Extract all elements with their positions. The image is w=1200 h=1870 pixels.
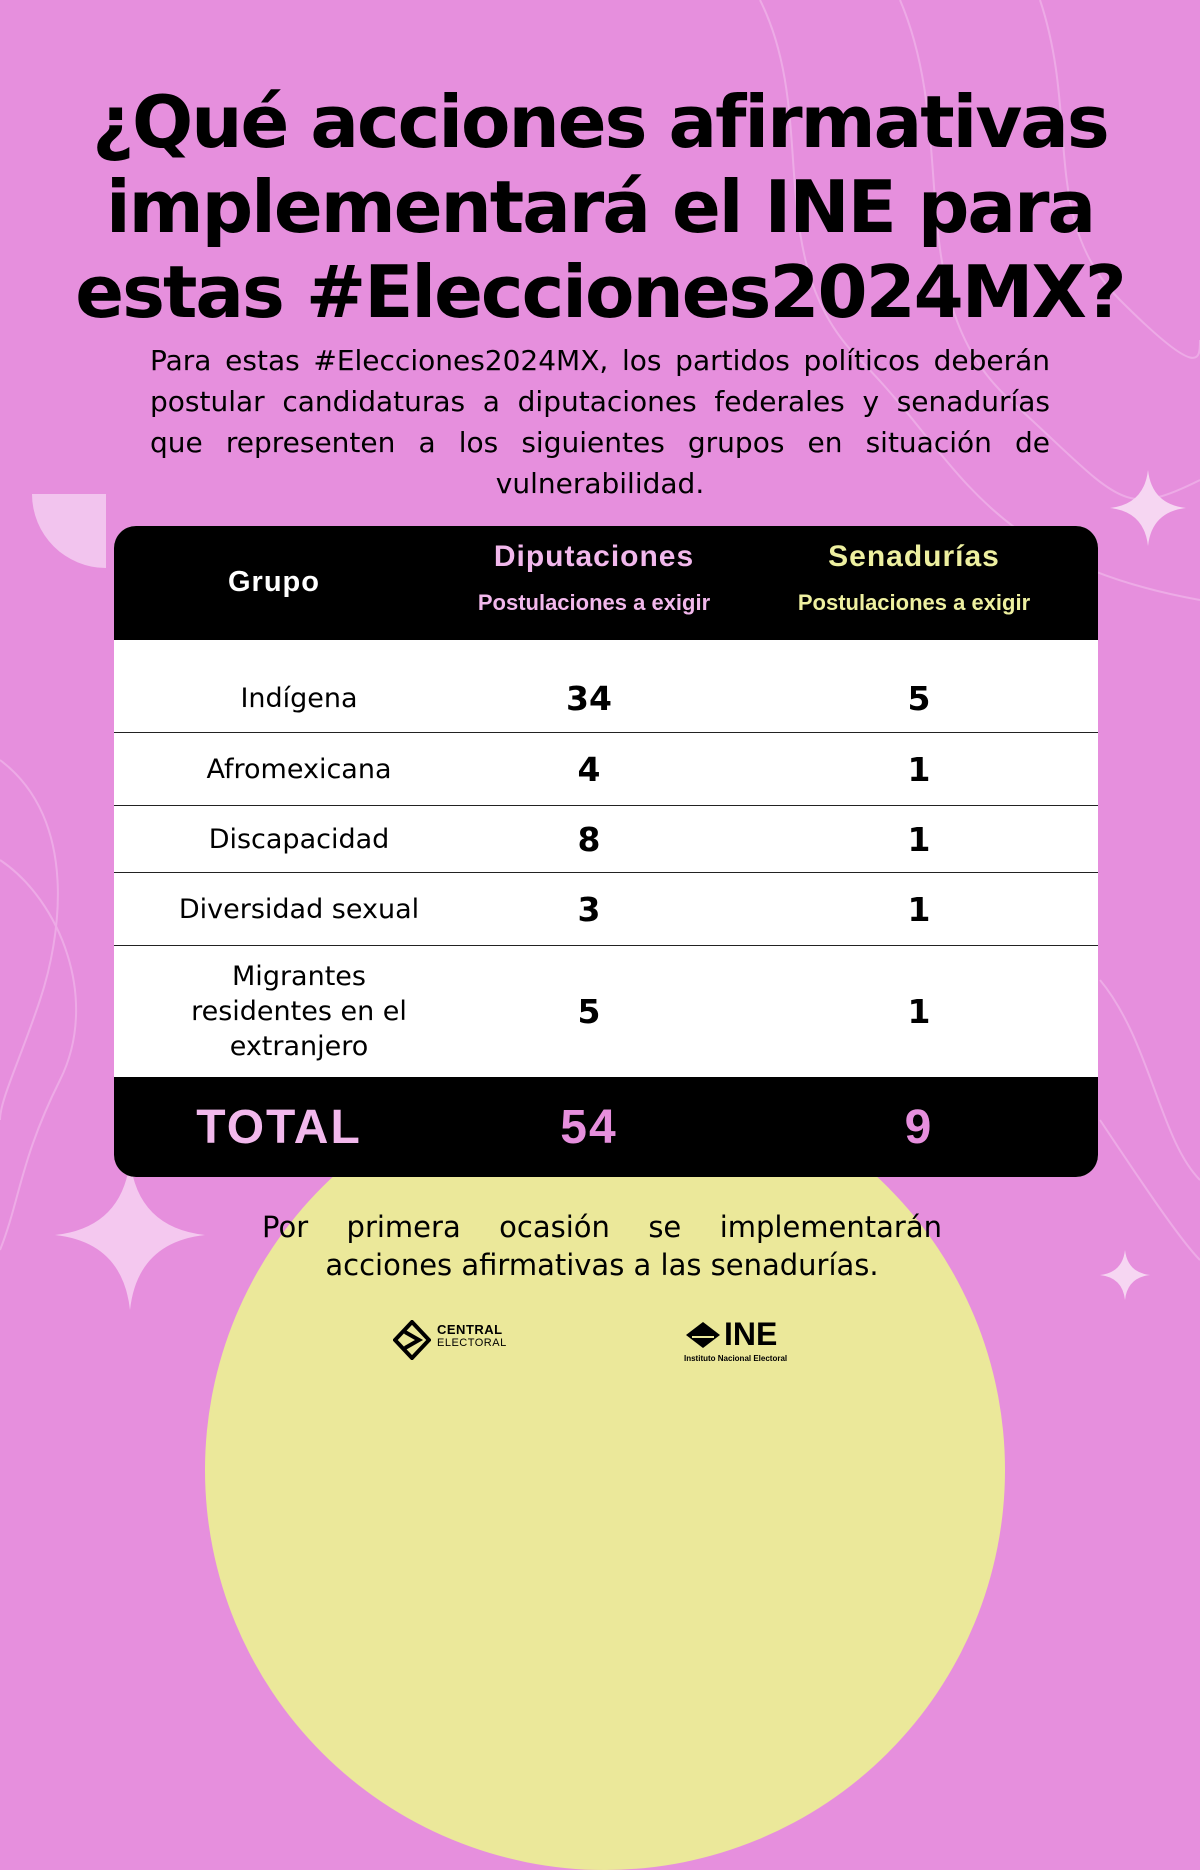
ine-wordmark: INE (724, 1316, 778, 1352)
header-diputaciones-sub: Postulaciones a exigir (477, 590, 711, 615)
header-grupo: Grupo (228, 566, 320, 598)
cell-senadurias: 1 (907, 819, 931, 859)
total-diputaciones: 54 (560, 1100, 618, 1154)
footer-note: Por primera ocasión se implementarán acciones afirmativas a las senadurías. (262, 1210, 942, 1282)
cell-grupo: Indígena (240, 682, 358, 714)
cell-senadurias: 5 (907, 678, 931, 718)
sparkle-icon (1100, 1250, 1150, 1300)
cell-diputaciones: 3 (577, 889, 601, 929)
table-row (114, 873, 1098, 946)
table-header (114, 526, 1098, 640)
table-row (114, 640, 1098, 733)
cell-senadurias: 1 (907, 992, 931, 1031)
central-electoral-logo (393, 1320, 518, 1360)
cell-diputaciones: 5 (577, 992, 601, 1031)
ine-subtitle: Instituto Nacional Electoral (684, 1354, 788, 1363)
total-label: TOTAL (196, 1100, 362, 1154)
table-row (114, 733, 1098, 806)
intro-paragraph: Para estas #Elecciones2024MX, los partidos políticos deberán postular candidaturas a diputaciones federales y senadurías que representen a los siguientes grupos en situación de vulnerabilidad. (150, 344, 1050, 500)
affirmative-actions-table (114, 526, 1098, 1177)
header-diputaciones: Diputaciones (493, 540, 695, 573)
header-senadurias: Senadurías (828, 540, 1000, 573)
sparkle-icon (1110, 470, 1186, 546)
central-electoral-icon (393, 1320, 431, 1360)
cell-senadurias: 1 (907, 749, 931, 789)
central-electoral-line2: ELECTORAL (437, 1337, 507, 1349)
ine-logo (682, 1318, 812, 1368)
table-total-row (114, 1077, 1098, 1177)
cell-diputaciones: 4 (577, 749, 601, 789)
table-row (114, 946, 1098, 1077)
page-title: ¿Qué acciones afirmativas implementará el INE para estas #Elecciones2024MX? (75, 80, 1125, 334)
yellow-circle-decoration (205, 1070, 1005, 1870)
cell-grupo: Afromexicana (206, 753, 392, 785)
header-senadurias-sub: Postulaciones a exigir (797, 590, 1031, 615)
cell-grupo: Diversidad sexual (178, 893, 420, 925)
cell-senadurias: 1 (907, 889, 931, 929)
sparkle-icon (55, 1160, 205, 1310)
cell-diputaciones: 8 (577, 819, 601, 859)
table-row (114, 806, 1098, 873)
central-electoral-line1: CENTRAL (437, 1322, 503, 1337)
cell-grupo: Discapacidad (208, 823, 390, 855)
cell-diputaciones: 34 (566, 678, 612, 718)
cell-grupo: Migrantes residentes en el extranjero (191, 961, 407, 1062)
total-senadurias: 9 (904, 1100, 934, 1154)
ine-emblem-icon (686, 1322, 720, 1348)
